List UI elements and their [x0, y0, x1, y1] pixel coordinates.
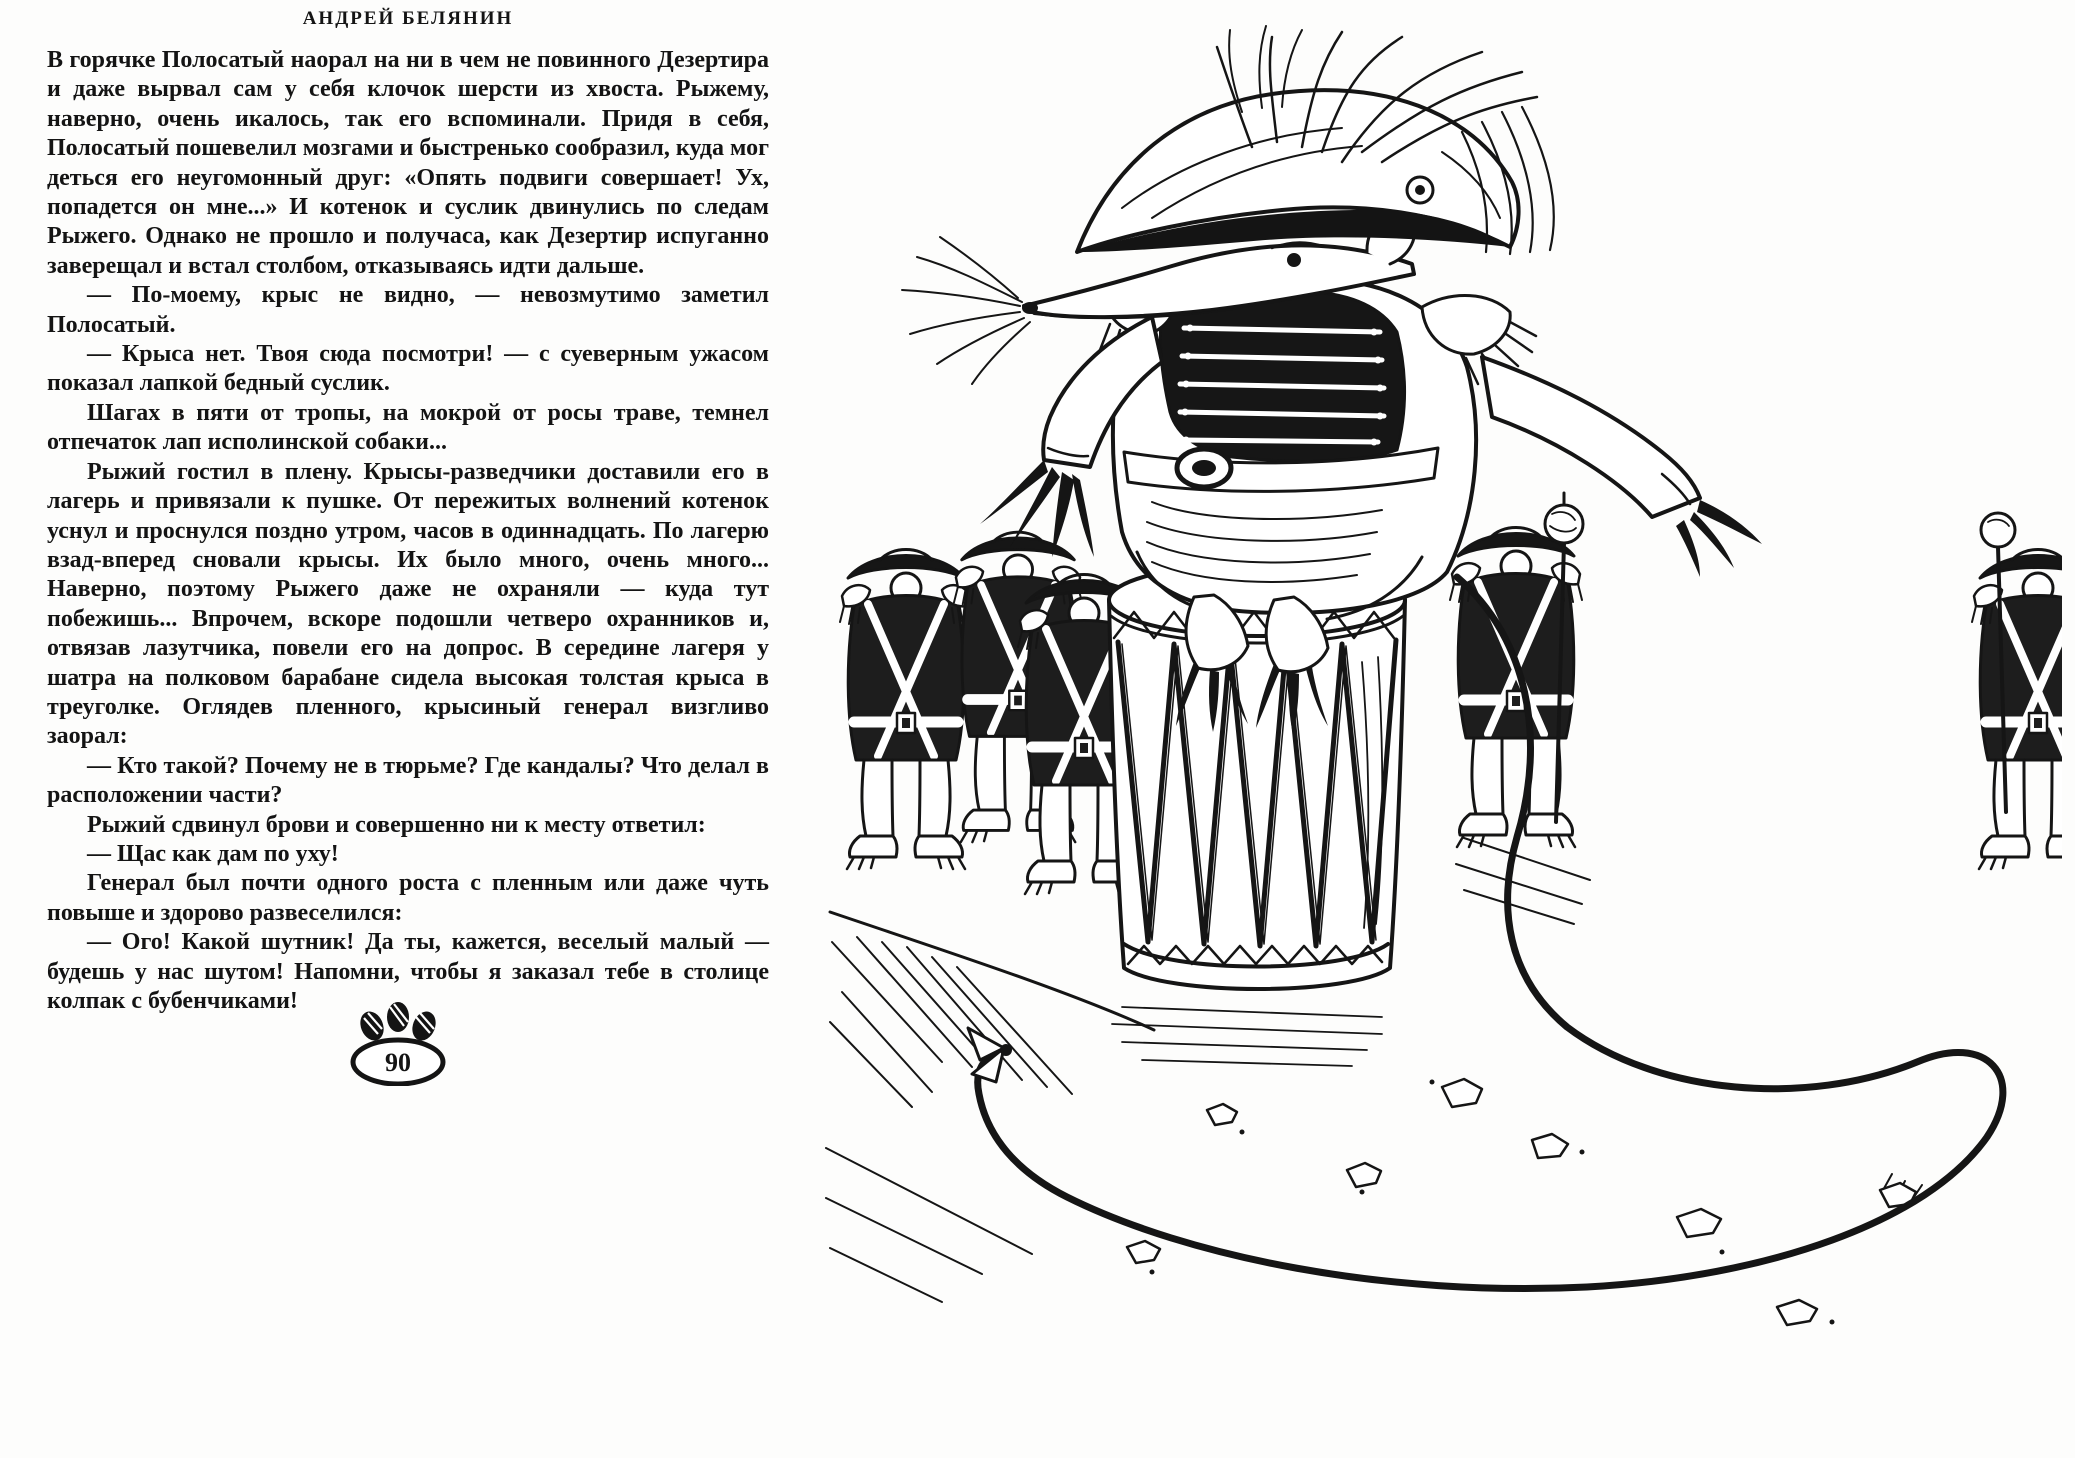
paragraph: — Крыса нет. Твоя сюда посмотри! — с суеверным ужасом показал лапкой бедный суслик.	[47, 341, 769, 397]
rat-general-on-drum-drawing	[822, 12, 2062, 1444]
paragraph: — Щас как дам по уху!	[87, 840, 339, 867]
running-head: АНДРЕЙ БЕЛЯНИН	[302, 8, 514, 29]
paragraph: — Кто такой? Почему не в тюрьме? Где кандалы? Что делал в расположении части?	[47, 752, 769, 809]
page-number: 90	[385, 1048, 411, 1077]
paragraph: — По-моему, крыс не видно, — невозмутимо заметил Полосатый.	[47, 282, 769, 338]
rat-soldier-far-right	[1972, 513, 2062, 869]
text-column	[47, 46, 769, 1016]
rat-soldiers-left	[840, 532, 1150, 894]
paragraph: Шагах в пяти от тропы, на мокрой от росы траве, темнел отпечаток лап исполинской собаки...	[47, 399, 769, 456]
paragraph: В горячке Полосатый наорал на ни в чем не повинного Дезертира и даже вырвал сам у себя клочок шерсти из хвоста. Рыжему, наверно, очень икалось, так его вспоминали. Придя в себя, Полосатый пошевелил мозгами и быстренько сообразил, куда мог деться его неугомонный друг: «Опять подвиги совершает! Ух, попадется он мне...» И котенок и суслик двинулись по следам Рыжего. Однако не прошло и получаса, как Дезертир испуганно заверещал и встал столбом, отказываясь идти дальше.	[47, 47, 769, 279]
drum	[1109, 564, 1405, 989]
paragraph: — Ого! Какой шутник! Да ты, кажется, веселый малый — будешь у нас шутом! Напомни, чтобы я заказал тебе в столице колпак с бубенчиками!	[47, 929, 769, 1014]
paragraph: Генерал был почти одного роста с пленным или даже чуть повыше и здорово развеселился:	[47, 870, 769, 926]
paragraph: Рыжий гостил в плену. Крысы-разведчики доставили его в лагерь и привязали к пушке. От пережитых волнений котенок уснул и проснулся поздно утром, часов в одиннадцать. По лагерю взад-вперед сновали крысы. Их было много, очень много... Наверно, поэтому Рыжего даже не охраняли — куда тут побежишь... Впрочем, вскоре подошли четверо охранников и, отвязав лазутчика, повели его на допрос. В середине лагеря у шатра на полковом барабане сидела высокая толстая крыса в треуголке. Оглядев пленного, крысиный генерал визгливо заорал:	[47, 458, 769, 750]
page-number-ornament	[350, 1002, 446, 1086]
paragraph: Рыжий сдвинул брови и совершенно ни к месту ответил:	[87, 811, 706, 838]
illustration-rat-general	[822, 12, 2062, 1444]
